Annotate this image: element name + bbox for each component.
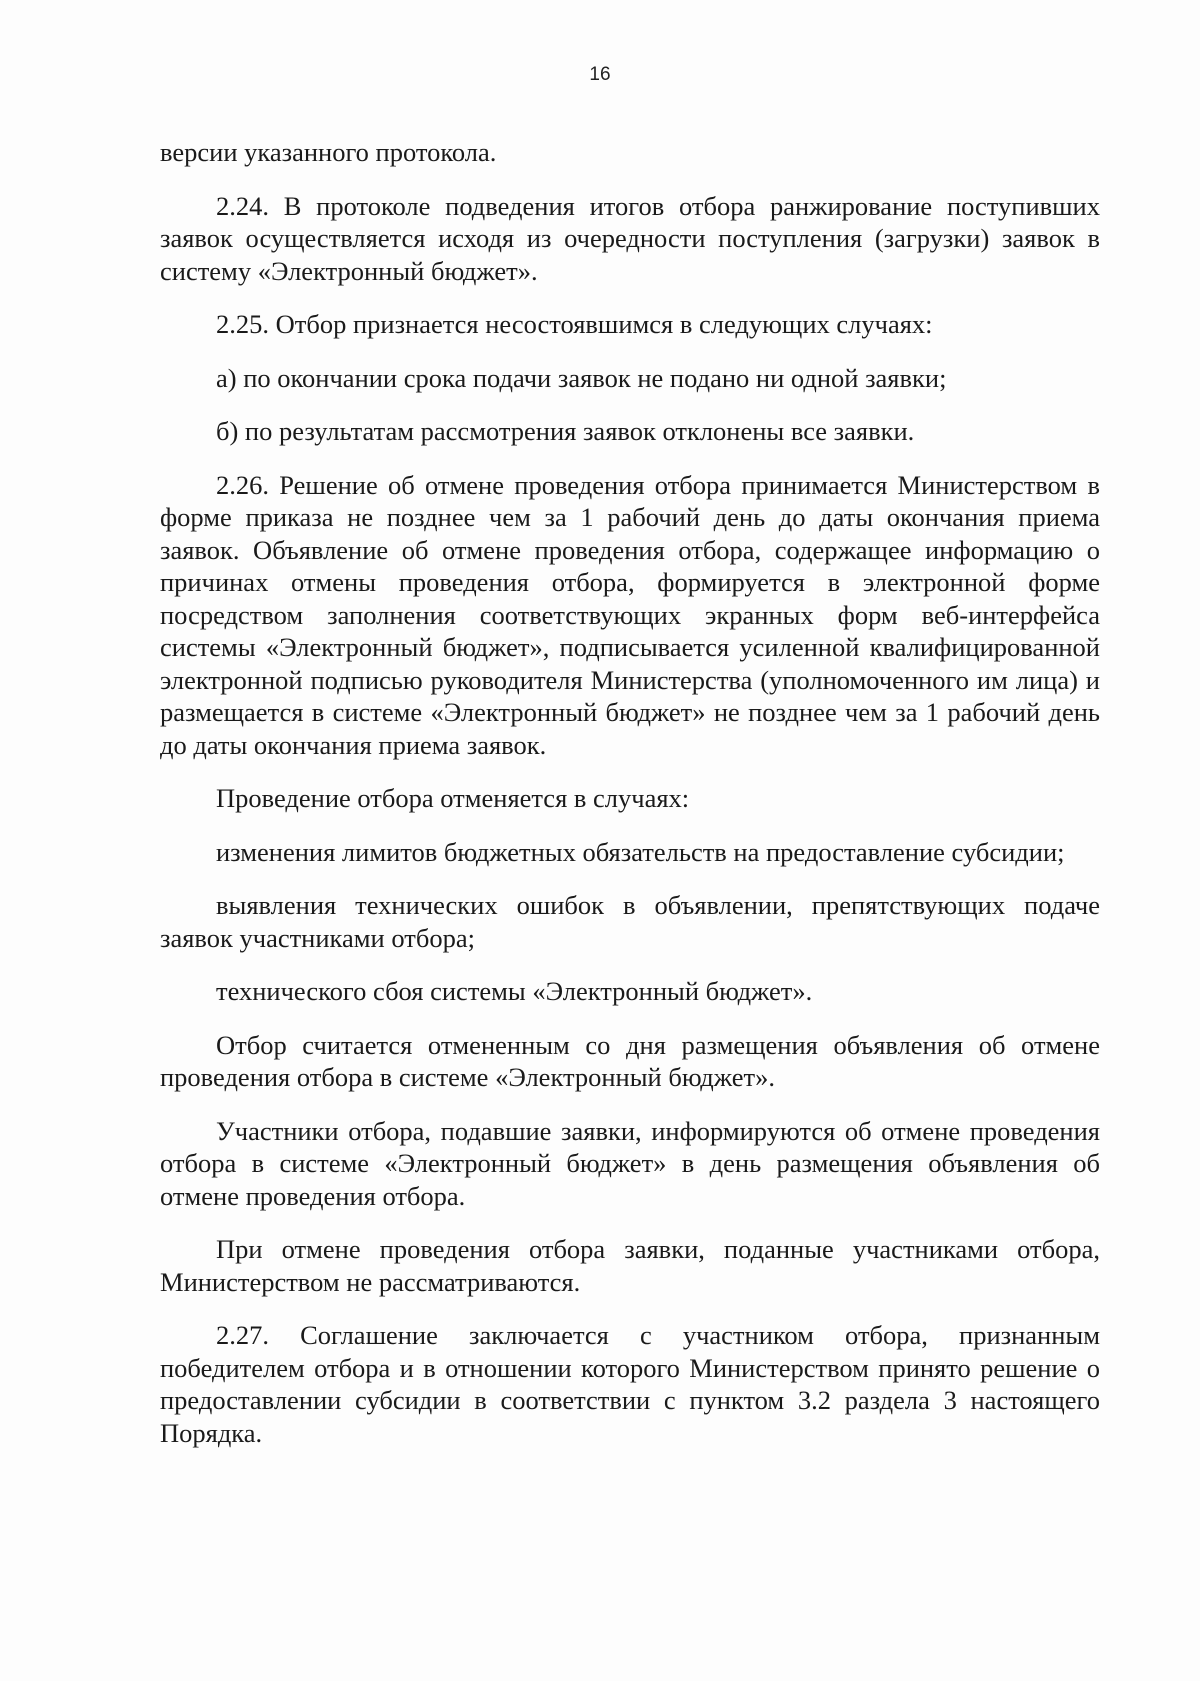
- list-item-a: а) по окончании срока подачи заявок не подано ни одной заявки;: [216, 362, 947, 393]
- paragraph-2-27: 2.27. Соглашение заключается с участником отбора, признанным победителем отбора и в отношении которого Министерством принято решение о предоставлении субсидии в соответствии с пунктом 3.2 раздела 3 настоящего Порядка.: [160, 1320, 1100, 1448]
- document-body: [160, 136, 1100, 1470]
- paragraph-cancelled-date: Отбор считается отмененным со дня размещения объявления об отмене проведения отбора в системе «Электронный бюджет».: [160, 1029, 1100, 1092]
- paragraph-cancellation-cases: Проведение отбора отменяется в случаях:: [216, 783, 690, 813]
- case-technical-errors: выявления технических ошибок в объявлении, препятствующих подаче заявок участниками отбора;: [160, 890, 1100, 953]
- paragraph-continuation: версии указанного протокола.: [160, 137, 497, 167]
- list-item-b: б) по результатам рассмотрения заявок отклонены все заявки.: [216, 416, 915, 446]
- page-number: 16: [589, 64, 611, 85]
- paragraph-2-26: 2.26. Решение об отмене проведения отбора принимается Министерством в форме приказа не позднее чем за 1 рабочий день до даты окончания приема заявок. Объявление об отмене проведения отбора, содержащее информацию о причинах отмены проведения отбора, формируется в электронной форме посредством заполнения соответствующих экранных форм веб-интерфейса системы «Электронный бюджет», подписывается усиленной квалифицированной электронной подписью руководителя Министерства (уполномоченного им лица) и размещается в системе «Электронный бюджет» не позднее чем за 1 рабочий день до даты окончания приема заявок.: [160, 469, 1100, 760]
- paragraph-2-24: 2.24. В протоколе подведения итогов отбора ранжирование поступивших заявок осуществляется исходя из очередности поступления (загрузки) заявок в систему «Электронный бюджет».: [160, 190, 1100, 286]
- case-limits-change: изменения лимитов бюджетных обязательств на предоставление субсидии;: [216, 836, 1065, 867]
- case-system-failure: технического сбоя системы «Электронный бюджет».: [216, 976, 813, 1006]
- paragraph-applications-not-considered: При отмене проведения отбора заявки, поданные участниками отбора, Министерством не рассматриваются.: [160, 1234, 1100, 1297]
- paragraph-participants-informed: Участники отбора, подавшие заявки, информируются об отмене проведения отбора в системе «Электронный бюджет» в день размещения объявления об отмене проведения отбора.: [160, 1115, 1100, 1211]
- paragraph-2-25: 2.25. Отбор признается несостоявшимся в следующих случаях:: [216, 309, 933, 339]
